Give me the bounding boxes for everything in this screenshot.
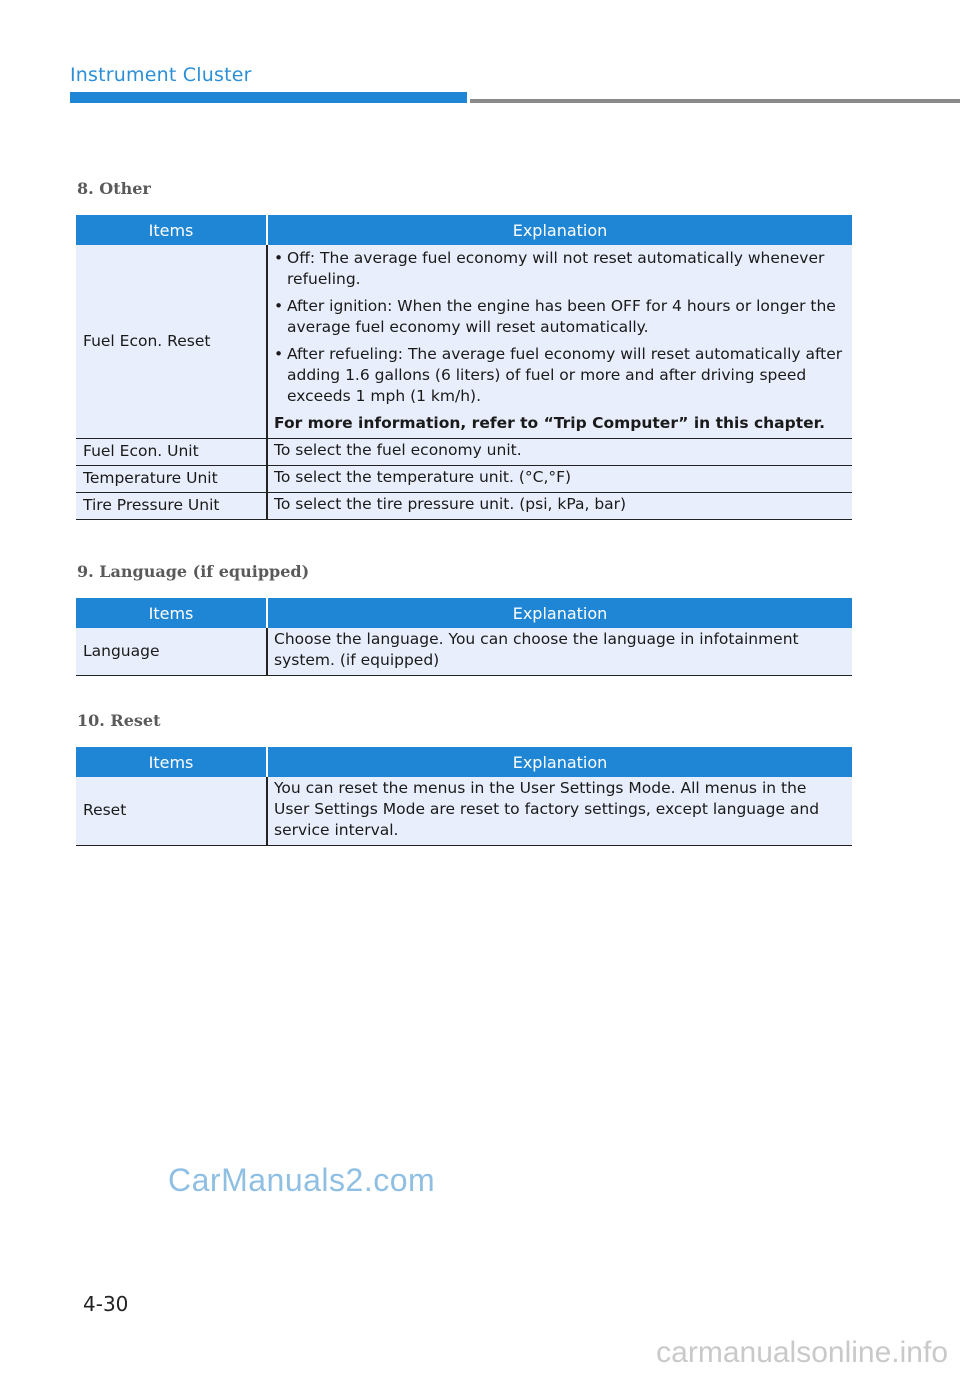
- table-row: [76, 466, 852, 493]
- table-row: [76, 439, 852, 466]
- row-explanation: To select the temperature unit. (°C,°F): [267, 466, 852, 493]
- table-row: [76, 777, 852, 846]
- row-explanation: You can reset the menus in the User Settings Mode. All menus in the User Settings Mode are reset to factory settings, except language and service interval.: [267, 777, 852, 846]
- column-header-explanation: Explanation: [267, 747, 852, 777]
- row-explanation: Choose the language. You can choose the language in infotainment system. (if equipped): [267, 628, 852, 676]
- watermark: CarManuals2.com: [168, 1162, 436, 1198]
- row-item: Reset: [76, 777, 267, 846]
- table-row: [76, 628, 852, 676]
- section-title-other: 8. Other: [77, 179, 151, 198]
- reference-note: For more information, refer to “Trip Computer” in this chapter.: [274, 414, 825, 432]
- column-header-items: Items: [76, 215, 267, 245]
- column-header-explanation: Explanation: [267, 215, 852, 245]
- section-title-language: 9. Language (if equipped): [77, 562, 310, 581]
- row-explanation: To select the tire pressure unit. (psi, kPa, bar): [267, 493, 852, 520]
- footer-url: carmanualsonline.info: [656, 1336, 948, 1369]
- row-item: Fuel Econ. Reset: [76, 245, 267, 439]
- table-header-row: [76, 215, 852, 245]
- page-number: 4-30: [83, 1292, 129, 1316]
- bullet-list: [274, 248, 846, 407]
- row-item: Temperature Unit: [76, 466, 267, 493]
- column-header-explanation: Explanation: [267, 598, 852, 628]
- row-explanation: To select the fuel economy unit.: [267, 439, 852, 466]
- language-table: [76, 598, 852, 676]
- other-settings-table: [76, 215, 852, 520]
- section-title-reset: 10. Reset: [77, 711, 161, 730]
- table-row: [76, 493, 852, 520]
- row-item: Tire Pressure Unit: [76, 493, 267, 520]
- table-header-row: [76, 598, 852, 628]
- table-header-row: [76, 747, 852, 777]
- column-header-items: Items: [76, 747, 267, 777]
- chapter-title: Instrument Cluster: [70, 64, 252, 86]
- list-item: • After ignition: When the engine has been OFF for 4 hours or longer the average fuel economy will reset automatically.: [274, 296, 846, 338]
- table-row: [76, 245, 852, 439]
- column-header-items: Items: [76, 598, 267, 628]
- list-item: • Off: The average fuel economy will not reset automatically whenever refueling.: [274, 248, 846, 290]
- row-item: Fuel Econ. Unit: [76, 439, 267, 466]
- row-explanation: [267, 245, 852, 439]
- list-item: • After refueling: The average fuel economy will reset automatically after adding 1.6 gallons (6 liters) of fuel or more and after driving speed exceeds 1 mph (1 km/h).: [274, 344, 846, 407]
- header-accent-rule: [70, 92, 467, 103]
- reset-table: [76, 747, 852, 846]
- row-item: Language: [76, 628, 267, 676]
- header-divider-rule: [470, 99, 960, 103]
